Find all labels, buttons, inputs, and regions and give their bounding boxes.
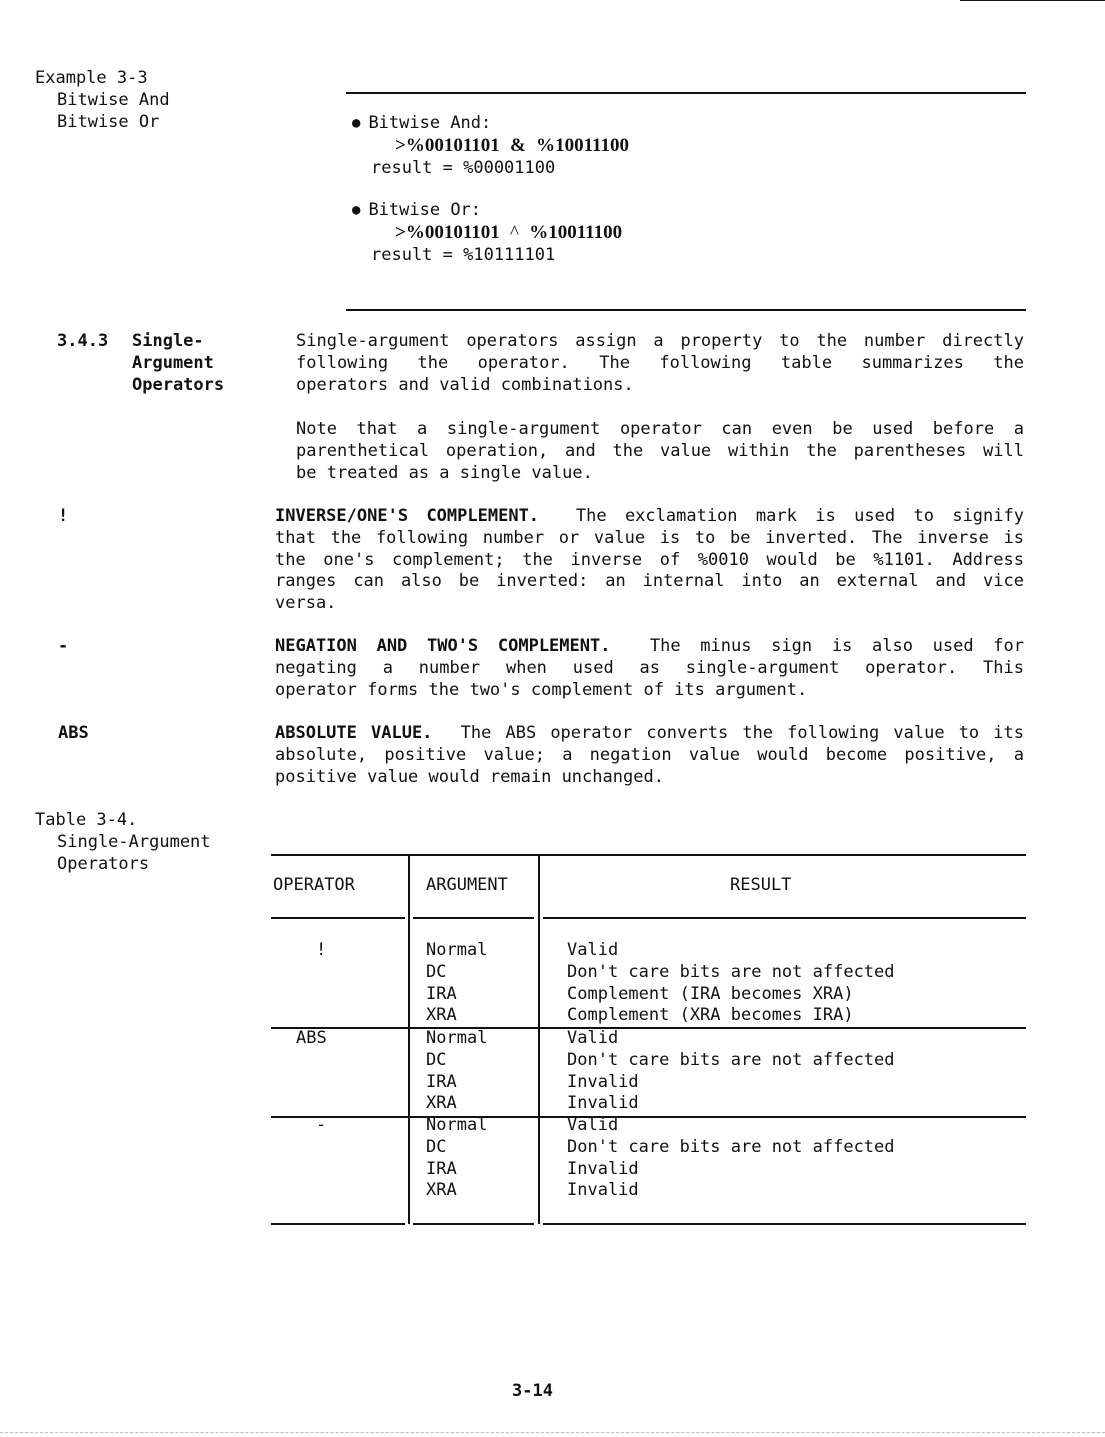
table-header-rule xyxy=(543,917,1026,919)
table-result: Invalid xyxy=(567,1180,639,1201)
example-caption-title: Example 3-3 xyxy=(35,68,148,88)
bullet-label: Bitwise Or: xyxy=(368,200,482,220)
table-result: Don't care bits are not affected xyxy=(567,1136,895,1157)
page-number: 3-14 xyxy=(512,1381,553,1401)
scan-edge-mark xyxy=(0,1432,1105,1433)
table-cell-operator: ABS xyxy=(296,1028,327,1048)
bullet-icon: ● xyxy=(352,202,361,218)
section-paragraph-2: Note that a single-argument operator can even be used before a parenthetical operation, and the value within the parentheses will be treated as a single value. xyxy=(296,419,1024,483)
operator-description-inverse: INVERSE/ONE'S COMPLEMENT. The exclamation mark is used to signify that the following number or value is to be inverted. The inverse is the one's complement; the inverse of %0010 would be %1101. Address ranges can also be inverted: an internal into an external and vice versa. xyxy=(275,506,1024,614)
table-header-rule xyxy=(271,917,405,919)
operator-symbol-exclamation: ! xyxy=(58,506,69,526)
table-result: Valid xyxy=(567,1028,619,1048)
example-caption-sub: Bitwise And xyxy=(57,89,170,110)
table-cell-operator: - xyxy=(316,1115,327,1135)
expression-result: result = %00001100 xyxy=(371,157,556,178)
table-argument: IRA xyxy=(426,983,457,1004)
table-argument: XRA xyxy=(426,1005,457,1026)
expression-result: result = %10111101 xyxy=(371,244,556,265)
table-result: Complement (IRA becomes XRA) xyxy=(567,983,854,1004)
table-header-result: RESULT xyxy=(730,875,792,895)
example-bullet-or xyxy=(352,200,622,266)
table-argument: DC xyxy=(426,1049,447,1070)
operator-symbol-minus: - xyxy=(58,636,69,656)
expression-right: %10011100 xyxy=(529,221,623,243)
bullet-label: Bitwise And: xyxy=(368,113,492,133)
section-title: Single- Argument Operators xyxy=(132,331,225,395)
table-cell-results xyxy=(567,1028,895,1115)
table-cell-results xyxy=(567,940,895,1027)
scan-edge-mark xyxy=(960,0,1105,1)
table-header-argument: ARGUMENT xyxy=(426,875,508,895)
table-argument: Normal xyxy=(426,1115,488,1135)
operator-description-absolute: ABSOLUTE VALUE. The ABS operator converts the following value to its absolute, positive value; a negation value would become positive, a positive value would remain unchanged. xyxy=(275,723,1024,787)
table-bottom-rule xyxy=(543,1223,1026,1225)
table-result: Don't care bits are not affected xyxy=(567,961,895,982)
table-argument: IRA xyxy=(426,1071,457,1092)
operator-symbol-abs: ABS xyxy=(58,723,89,743)
table-argument: XRA xyxy=(426,1180,457,1201)
operator-heading: NEGATION AND TWO'S COMPLEMENT. xyxy=(275,636,611,656)
table-top-rule xyxy=(271,854,1026,856)
table-result: Invalid xyxy=(567,1158,639,1179)
table-result: Invalid xyxy=(567,1071,639,1092)
operator-heading: ABSOLUTE VALUE. xyxy=(275,723,433,743)
expression-operator: ^ xyxy=(510,221,519,243)
table-bottom-rule xyxy=(271,1223,405,1225)
example-top-rule xyxy=(346,92,1026,94)
table-argument: XRA xyxy=(426,1093,457,1114)
bullet-icon: ● xyxy=(352,115,361,131)
table-cell-arguments xyxy=(426,940,487,1027)
table-cell-results xyxy=(567,1115,895,1202)
table-header-rule xyxy=(413,917,534,919)
expression-left: >%00101101 xyxy=(395,221,500,243)
table-column-rule xyxy=(408,856,410,1224)
table-argument: Normal xyxy=(426,1028,488,1048)
table-cell-arguments xyxy=(426,1115,487,1202)
table-cell-arguments xyxy=(426,1028,487,1115)
table-result: Valid xyxy=(567,1115,619,1135)
example-bottom-rule xyxy=(346,309,1026,311)
table-result: Complement (XRA becomes IRA) xyxy=(567,1005,854,1026)
table-caption-title: Table 3-4. xyxy=(35,810,138,830)
table-result: Valid xyxy=(567,940,619,960)
table-result: Don't care bits are not affected xyxy=(567,1049,895,1070)
example-caption-sub: Bitwise Or xyxy=(57,111,160,132)
table-argument: DC xyxy=(426,1136,447,1157)
example-bullet-and xyxy=(352,113,629,179)
table-column-rule xyxy=(538,856,540,1224)
example-caption xyxy=(35,68,170,133)
expression-left: >%00101101 xyxy=(395,134,500,156)
table-bottom-rule xyxy=(413,1223,534,1225)
table-caption: Table 3-4. Single-Argument Operators xyxy=(35,810,211,874)
table-cell-operator: ! xyxy=(316,940,327,960)
section-paragraph-1: Single-argument operators assign a property to the number directly following the operator. The following table summarizes the operators and valid combinations. xyxy=(296,331,1024,395)
section-number: 3.4.3 xyxy=(57,331,109,351)
operator-description-negation: NEGATION AND TWO'S COMPLEMENT. The minus sign is also used for negating a number when used as single-argument operator. This operator forms the two's complement of its argument. xyxy=(275,636,1025,700)
operator-heading: INVERSE/ONE'S COMPLEMENT. xyxy=(275,506,540,526)
table-argument: Normal xyxy=(426,940,488,960)
table-argument: DC xyxy=(426,961,447,982)
expression-right: %10011100 xyxy=(536,134,630,156)
table-result: Invalid xyxy=(567,1093,639,1114)
table-argument: IRA xyxy=(426,1158,457,1179)
expression-operator: & xyxy=(510,134,526,156)
table-header-operator: OPERATOR xyxy=(273,875,355,895)
